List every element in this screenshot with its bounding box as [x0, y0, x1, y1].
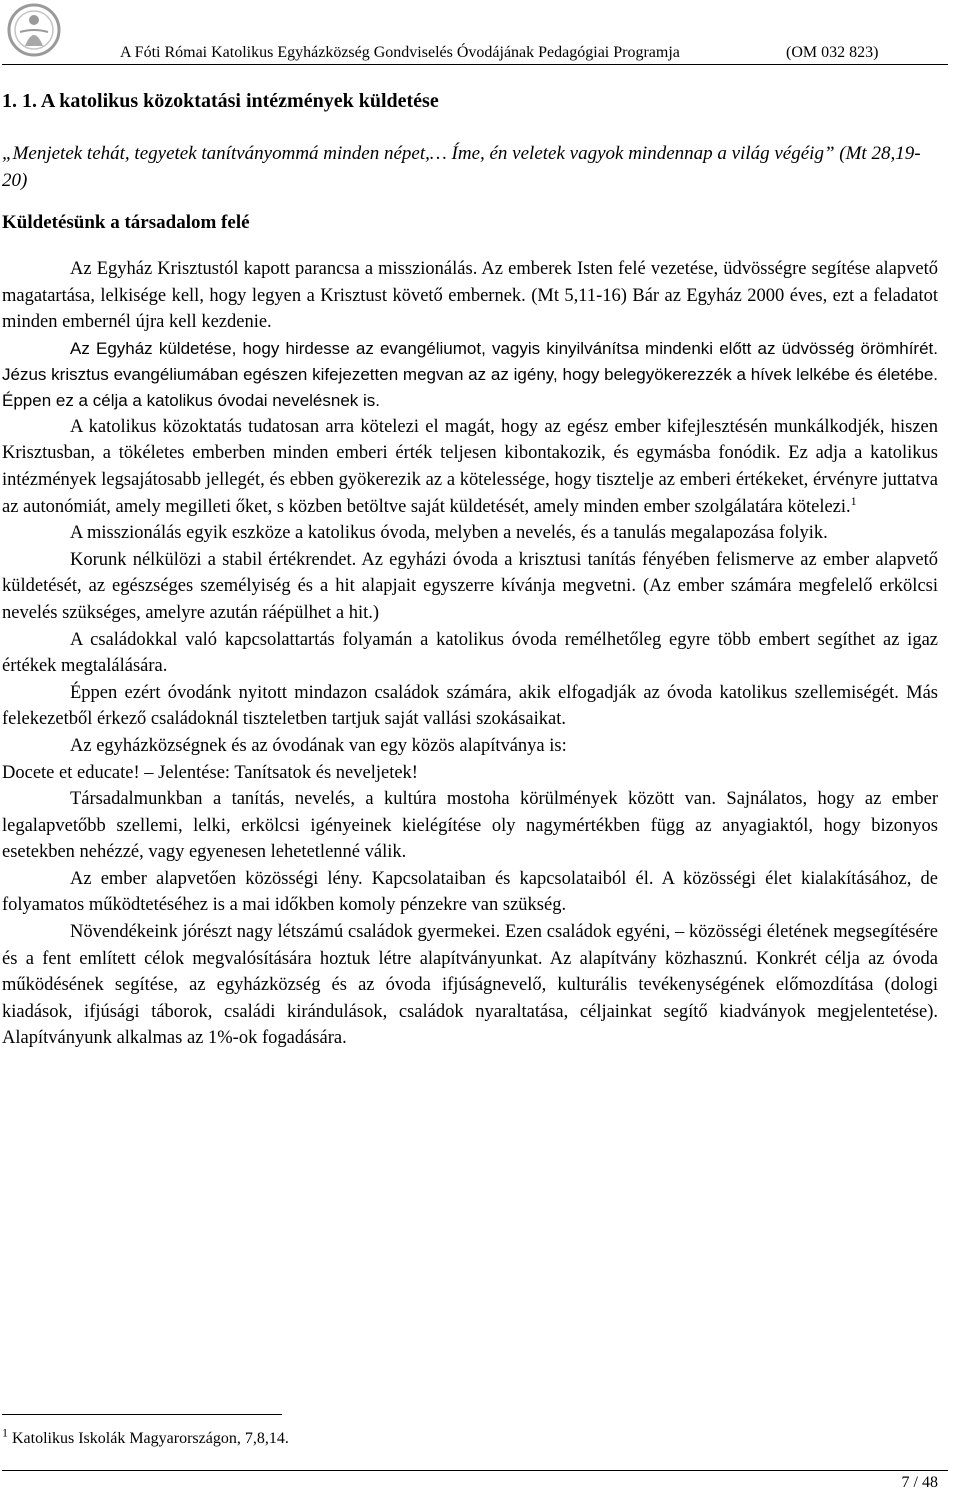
- page-content: [2, 88, 938, 1052]
- paragraph-11: [2, 866, 938, 919]
- paragraph-10-text: Társadalmunkban a tanítás, nevelés, a kultúra mostoha körülmények között van. Sajnálatos, hogy az ember legalapvetőbb szellemi, lelki, erkölcsi igényeinek kielégítése oly nagymértékben függ az anyagiaktól, hogy bizonyos esetekben nehézzé, vagy egyenesen lehetetlenné válik.: [2, 789, 938, 863]
- paragraph-3: [2, 414, 938, 520]
- paragraph-4-text: A misszionálás egyik eszköze a katolikus óvoda, melyben a nevelés, és a tanulás megalapozása folyik.: [70, 523, 828, 544]
- paragraph-1-text: Az Egyház Krisztustól kapott parancsa a misszionálás. Az emberek Isten felé vezetése, üdvösségre segítése alapvető magatartása, lelkisége kell, hogy legyen a Krisztust követő embernek. (Mt 5,11-16) Bár az Egyház 2000 éves, ezt a feladatot minden embernél újra kell kezdenie.: [2, 259, 938, 333]
- footnote-divider: [2, 1414, 282, 1415]
- page-header: [0, 0, 960, 64]
- paragraph-1: [2, 256, 938, 336]
- page-number: 7 / 48: [901, 1474, 938, 1491]
- bible-quote: „Menjetek tehát, tegyetek tanítványommá minden népet,… Íme, én veletek vagyok mindennap a világ végéig” (Mt 28,19-20): [2, 143, 921, 191]
- paragraph-3-text: A katolikus közoktatás tudatosan arra kötelezi el magát, hogy az egész ember kifejlesztésén munkálkodjék, hiszen Krisztusban, a tökéletes emberben minden emberi érték teljesen kibontakozik, és egymásba fonódik. Ez adja a katolikus intézmények legsajátosabb jellegét, és ebben gyökerezik az a kötelessége, hogy tisztelje az emberi értékeket, érvényre juttatva az autonómiát, amely megilleti őket, s közben betöltve saját küldetését, amely minden ember szolgálatára kötelezi.: [2, 416, 938, 517]
- footnote: [2, 1425, 289, 1448]
- paragraph-5: [2, 547, 938, 627]
- subheading: Küldetésünk a társadalom felé: [2, 212, 250, 233]
- paragraph-8: [2, 733, 938, 760]
- paragraph-6-text: A családokkal való kapcsolattartás folyamán a katolikus óvoda remélhetőleg egyre több embert segíthet az igaz értékek megtalálására.: [2, 629, 938, 677]
- paragraph-7-text: Éppen ezért óvodánk nyitott mindazon családok számára, akik elfogadják az óvoda katolikus szellemiségét. Más felekezetből érkező családoknál tiszteletben tartjuk saját vallási szokásaikat.: [2, 682, 938, 730]
- footnote-text: Katolikus Iskolák Magyarországon, 7,8,14.: [12, 1430, 289, 1447]
- paragraph-7: [2, 680, 938, 733]
- header-om-number: (OM 032 823): [786, 44, 879, 61]
- footnote-ref: 1: [850, 493, 857, 508]
- paragraph-6: [2, 627, 938, 680]
- paragraph-9: [2, 760, 938, 787]
- header-divider: [2, 64, 948, 65]
- paragraph-8-text: Az egyházközségnek és az óvodának van egy közös alapítványa is:: [70, 735, 567, 756]
- paragraph-12: [2, 919, 938, 1052]
- paragraph-10: [2, 786, 938, 866]
- paragraph-12-text: Növendékeink jórészt nagy létszámú családok gyermekei. Ezen családok egyéni, – közösségi életének megsegítésére és a fent említett célok megvalósítására hoztuk létre alapítványunkat. Az alapítvány közhasznú. Konkrét célja az óvoda működésének segítése, az egyházközség és az óvoda ifjúságnevelő, kulturális tevékenységének előmozdítása (dologi kiadások, ifjúsági táborok, családi kirándulások, családok nyaraltatása, céljainkat segítő kiadványok megjelentetése). Alapítványunk alkalmas az 1%-ok fogadására.: [2, 922, 938, 1049]
- paragraph-9-text: Docete et educate! – Jelentése: Tanítsatok és neveljetek!: [2, 762, 418, 783]
- paragraph-2: [2, 336, 938, 414]
- paragraph-2-text: Az Egyház küldetése, hogy hirdesse az evangéliumot, vagyis kinyilvánítsa mindenki előtt az üdvösség örömhírét. Jézus krisztus evangéliumában egészen kifejezetten megvan az az igény, hogy belegyökerezzék a hívek lelkébe és életébe. Éppen ez a célja a katolikus óvodai nevelésnek is.: [2, 338, 938, 410]
- footnote-mark: 1: [2, 1425, 8, 1440]
- section-title: 1. 1. A katolikus közoktatási intézmények küldetése: [2, 90, 439, 112]
- footer-divider: [2, 1470, 948, 1471]
- kindergarten-logo-icon: [6, 2, 62, 58]
- paragraph-4: [2, 520, 938, 547]
- paragraph-5-text: Korunk nélkülözi a stabil értékrendet. Az egyházi óvoda a krisztusi tanítás fényében felismerve az ember alapvető küldetését, az egészséges személyiség és a hit alapjait egyszerre kívánja megvetni. (Az ember számára megfelelő erkölcsi nevelés szükséges, amelyre azután ráépülhet a hit.): [2, 549, 938, 623]
- paragraph-11-text: Az ember alapvetően közösségi lény. Kapcsolataiban és kapcsolataiból él. A közösségi élet kialakításához, de folyamatos működtetéséhez is a mai időkben komoly pénzekre van szükség.: [2, 868, 938, 916]
- header-title: A Fóti Római Katolikus Egyházközség Gondviselés Óvodájának Pedagógiai Programja: [120, 44, 680, 61]
